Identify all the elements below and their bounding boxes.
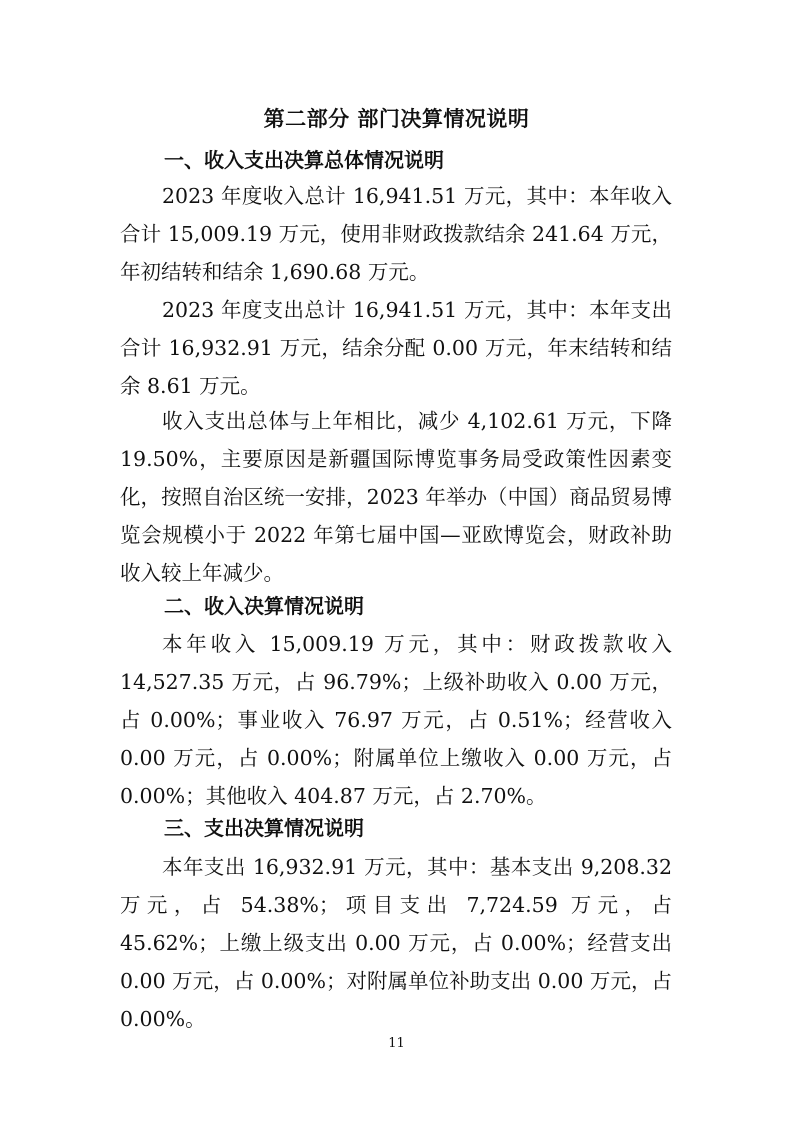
paragraph-year-comparison: 收入支出总体与上年相比，减少 4,102.61 万元，下降 19.50%，主要原因是新疆国际博览事务局受政策性因素变化，按照自治区统一安排，2023 年举办（中国）商品贸易博览会规模小于 2022 年第七届中国—亚欧博览会，财政补助收入较上年减少。 [120,409,672,585]
section-heading-income: 二、收入决算情况说明 [164,594,364,618]
page-number: 11 [388,1036,405,1051]
section-heading-overall: 一、收入支出决算总体情况说明 [164,148,444,172]
paragraph-expenditure-detail: 本年支出 16,932.91 万元，其中：基本支出 9,208.32 万元，占 54.38%；项目支出 7,724.59 万元，占 45.62%；上缴上级支出 0.00 万元，占 0.00%；经营支出 0.00 万元，占 0.00%；对附属单位补助支出 0.00 万元，占 0.00%。 [120,855,672,1031]
section-heading-expenditure: 三、支出决算情况说明 [164,816,364,840]
page-title: 第二部分 部门决算情况说明 [263,107,530,131]
paragraph-total-expenditure: 2023 年度支出总计 16,941.51 万元，其中：本年支出合计 16,932.91 万元，结余分配 0.00 万元，年末结转和结余 8.61 万元。 [120,298,672,398]
paragraph-income-detail: 本年收入 15,009.19 万元，其中：财政拨款收入 14,527.35 万元，占 96.79%；上级补助收入 0.00 万元，占 0.00%；事业收入 76.97 万元，占 0.51%；经营收入 0.00 万元，占 0.00%；附属单位上缴收入 0.00 万元，占 0.00%；其他收入 404.87 万元，占 2.70%。 [120,632,672,808]
paragraph-total-income: 2023 年度收入总计 16,941.51 万元，其中：本年收入合计 15,009.19 万元，使用非财政拨款结余 241.64 万元，年初结转和结余 1,690.68 万元。 [120,184,672,284]
